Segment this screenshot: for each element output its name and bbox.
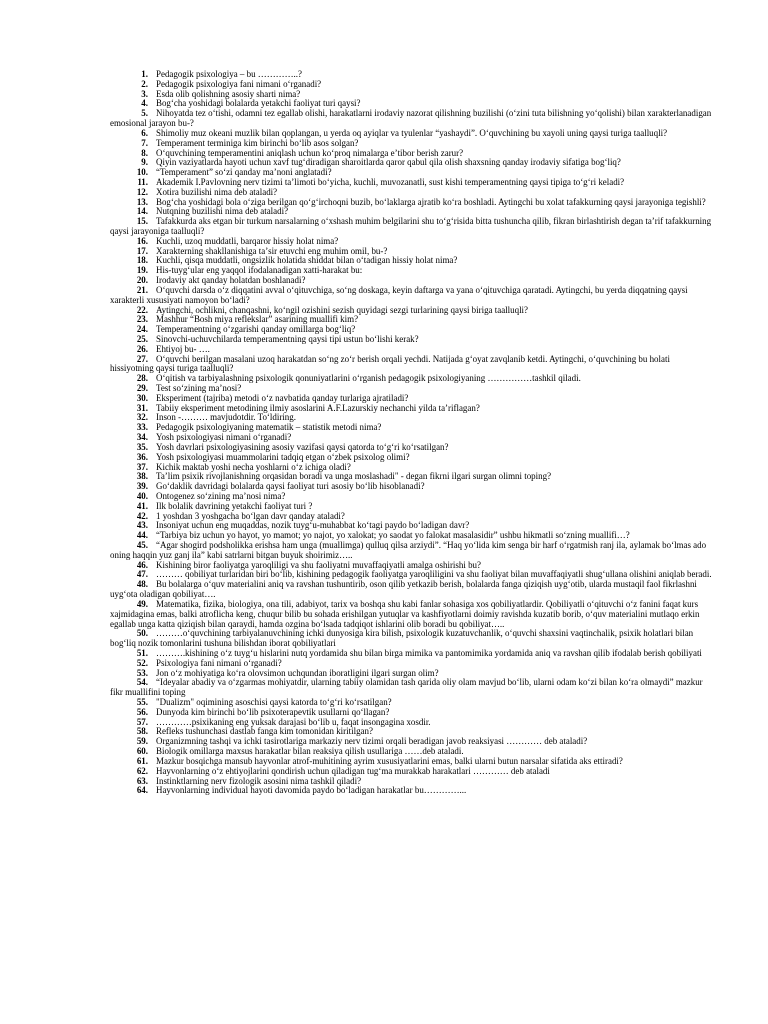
question-number: 8. xyxy=(141,147,148,158)
question-number: 53. xyxy=(136,667,148,678)
question-text: "Dualizm" oqimining asoschisi qaysi katorda toʻgʻri koʻrsatilgan? xyxy=(156,697,392,707)
question-text: Organizmning tashqi va ichki tasirotlariga markaziy nerv tizimi orqali beradigan javob reaksiyasi ………… deb ataladi? xyxy=(156,736,588,747)
question-text: Nutqning buzilishi nima deb ataladi? xyxy=(156,206,289,217)
question-number: 34. xyxy=(136,432,148,443)
question-number: 57. xyxy=(136,716,148,727)
question-number: 18. xyxy=(136,255,148,266)
question-text: Insoniyat uchun eng muqaddas, nozik tuygʻu-muhabbat koʻtagi paydo boʻladigan davr? xyxy=(156,520,470,531)
question-text: Nihoyatda tez oʻtishi, odamni tez egallab olishi, harakatlarni irodaviy nazorat qilishning buzilishi (oʻzini tuta bilishning yoʻqolishi) bilan xarakterlanadigan emosional jarayon bu-? xyxy=(110,108,712,129)
question-text: Temperament terminiga kim birinchi boʻlib asos solgan? xyxy=(156,137,359,148)
question-text: Oʻquvchi berilgan masalani uzoq harakatdan soʻng zoʻr berish orqali yechdi. Natijada gʻoyat zavqlanib ketdi. Aytingchi, oʻquvchining bu holati hissiyotning qaysi turiga taalluqli? xyxy=(110,353,670,374)
question-number: 41. xyxy=(136,500,148,511)
question-text: Xarakterning shakllanishiga taʼsir etuvchi eng muhim omil, bu-? xyxy=(156,245,388,256)
question-text: Jon oʻz mohiyatiga koʻra olovsimon uchqundan iboratligini ilgari surgan olim? xyxy=(156,667,439,678)
question-text: Refleks tushunchasi dastlab fanga kim tomonidan kiritilgan? xyxy=(156,726,373,737)
question-number: 47. xyxy=(136,569,148,580)
question-number: 20. xyxy=(136,275,148,286)
question-number: 31. xyxy=(136,402,148,413)
question-text: Qiyin vaziyatlarda hayoti uchun xavf tugʻdiradigan sharoitlarda qaror qabul qila olish shaxsning qanday irodaviy sifatiga bogʻliq? xyxy=(156,157,621,168)
question-number: 13. xyxy=(136,196,148,207)
question-number: 4. xyxy=(141,98,148,109)
question-number: 51. xyxy=(136,647,148,658)
question-number: 29. xyxy=(136,383,148,393)
question-number: 33. xyxy=(136,422,148,433)
question-text: Tafakkurda aks etgan bir turkum narsalarning oʻxshash muhim belgilarini shu toʻgʻrisida bitta tushuncha qilib, fikran birlashtirish degan taʼrif tafakkurning qaysi jarayoniga taalluqli? xyxy=(110,216,712,236)
question-text: Goʻdaklik davridagi bolalarda qaysi faoliyat turi asosiy boʻlib hisoblanadi? xyxy=(156,481,425,492)
question-number: 61. xyxy=(136,755,148,766)
question-number: 12. xyxy=(136,186,148,197)
question-text: Xotira buzilishi nima deb ataladi? xyxy=(156,186,278,197)
question-text: Ilk bolalik davrining yetakchi faoliyat turi ? xyxy=(156,500,313,511)
question-text: Ehtiyoj bu- …. xyxy=(156,343,210,354)
question-number: 25. xyxy=(136,333,148,344)
question-number: 21. xyxy=(136,284,148,295)
question-item xyxy=(110,217,714,237)
question-text: ……… qobiliyat turlaridan biri boʻlib, kishining pedagogik faoliyatga yaroqliligini va shu faoliyat bilan muvaffaqiyatli shugʻullana olishini aniqlab beradi. xyxy=(156,569,712,580)
question-number: 40. xyxy=(136,490,148,501)
question-text: Test soʻzining maʼnosi? xyxy=(156,383,242,393)
question-text: Oʻquvchining temperamentini aniqlash uchun koʻproq nimalarga eʼtibor berish zarur? xyxy=(156,147,464,158)
question-text: “Agar shogird podsholikka erishsa ham unga (muallimga) qulluq qilsa arziydi”. “Haq yoʻlida kim senga bir harf oʻrgatmish ranj ila, aylamak boʻlmas ado oning haqqin yuz ganj ila” kabi satrlarni bitgan buyuk shoirimiz….. xyxy=(110,540,707,560)
question-text: Biologik omillarga maxsus harakatlar bilan reaksiya qilish usullariga ……deb ataladi. xyxy=(156,746,464,757)
question-number: 58. xyxy=(136,726,148,737)
question-item xyxy=(110,286,714,306)
question-number: 2. xyxy=(141,78,148,89)
question-text: Hayvonlarning oʻz ehtiyojlarini qondirish uchun qiladigan tugʻma murakkab harakatlari ………… deb ataladi xyxy=(156,765,550,776)
question-text: Pedagogik psixologiya fani nimani oʻrganadi? xyxy=(156,78,322,89)
question-number: 3. xyxy=(141,88,148,99)
question-text: ……….kishining oʻz tuygʻu hislarini nutq yordamida shu bilan birga mimika va pantomimika yordamida aniq va ravshan qilib ifodalab berish qobiliyati xyxy=(156,647,702,658)
question-text: Bu bolalarga oʻquv materialini aniq va ravshan tushuntirib, oson qilib yetkazib berish, bolalarda fanga qiziqish uygʻotib, ularda mustaqil faol fikrlashni uygʻota oladigan qobiliyat…. xyxy=(110,579,697,600)
question-number: 37. xyxy=(136,461,148,472)
question-text: Kuchli, qisqa muddatli, ongsizlik holatida shiddat bilan oʻtadigan hissiy holat nima? xyxy=(156,255,458,266)
question-text: Temperamentning oʻzgarishi qanday omillarga bogʻliq? xyxy=(156,324,356,335)
question-number: 28. xyxy=(136,373,148,384)
question-item xyxy=(110,109,714,129)
question-number: 52. xyxy=(136,657,148,668)
question-text: Pedagogik psixologiyaning matematik – statistik metodi nima? xyxy=(156,422,382,433)
question-text: Tabiiy eksperiment metodining ilmiy asoslarini A.F.Lazurskiy nechanchi yilda taʼriflagan? xyxy=(156,402,480,413)
question-number: 16. xyxy=(136,235,148,246)
question-text: Psixologiya fani nimani oʻrganadi? xyxy=(156,657,282,668)
question-text: 1 yoshdan 3 yoshgacha boʻlgan davr qanday ataladi? xyxy=(156,510,345,521)
question-number: 10. xyxy=(136,167,148,178)
question-number: 17. xyxy=(136,245,148,256)
question-text: “Tarbiya biz uchun yo hayot, yo mamot; yo najot, yo xalokat; yo saodat yo falokat masalasidir” ushbu hikmatli soʻzning muallifi…? xyxy=(156,530,630,541)
question-text: Dunyoda kim birinchi boʻlib psixoterapevtik usullarni qoʻllagan? xyxy=(156,706,390,717)
question-number: 38. xyxy=(136,471,148,482)
question-number: 39. xyxy=(136,481,148,492)
question-number: 43. xyxy=(136,520,148,531)
question-number: 6. xyxy=(141,127,148,138)
question-number: 1. xyxy=(141,69,148,79)
question-text: Yosh psixologiyasi muammolarini tadqiq etgan oʻzbek psixolog olimi? xyxy=(156,451,410,462)
question-number: 22. xyxy=(136,304,148,315)
question-number: 35. xyxy=(136,441,148,452)
question-number: 62. xyxy=(136,765,148,776)
question-item xyxy=(110,600,714,629)
question-text: Pedagogik psixologiya – bu …………..? xyxy=(156,69,302,79)
question-text: Mashhur “Bosh miya reflekslar” asarining muallifi kim? xyxy=(156,314,359,325)
question-list xyxy=(110,70,714,796)
question-text: Matematika, fizika, biologiya, ona tili, adabiyot, tarix va boshqa shu kabi fanlar sohasiga xos qobiliyatlardir. Qobiliyatli oʻqituvchi oʻz fanini faqat kurs xajmidagina emas, balki atroflicha keng, chuqur bilib bu sohada erishilgan yutuqlar va kashfiyotlarni doimiy ravishda kuzatib borib, oʻquv materialini mutlaqo erkin egallab unga katta qiziqish bilan qaraydi, hamda ozgina boʻlsada tadqiqot ishlarini olib boradi bu qobiliyat….. xyxy=(110,598,700,629)
question-text: Yosh psixologiyasi nimani oʻrganadi? xyxy=(156,432,292,443)
question-text: “Temperament” soʻzi qanday maʼnoni anglatadi? xyxy=(156,167,332,178)
question-text: Bogʻcha yoshidagi bola oʻziga berilgan qoʻgʻirchoqni buzib, boʻlaklarga ajratib koʻra boshladi. Aytingchi bu xolat tafakkurning qaysi jarayoniga tegishli? xyxy=(156,196,706,207)
question-text: Mazkur bosqichga mansub hayvonlar atrof-muhitining ayrim xususiyatlarini emas, balki ularni butun narsalar sifatida aks ettiradi? xyxy=(156,755,623,766)
question-number: 45. xyxy=(136,540,148,550)
question-text: His-tuygʻular eng yaqqol ifodalanadigan xatti-harakat bu: xyxy=(156,265,363,276)
question-number: 44. xyxy=(136,530,148,541)
question-text: Kichik maktab yoshi necha yoshlarni oʻz ichiga oladi? xyxy=(156,461,351,472)
question-number: 26. xyxy=(136,343,148,354)
question-number: 23. xyxy=(136,314,148,325)
question-number: 64. xyxy=(136,785,148,796)
question-number: 60. xyxy=(136,746,148,757)
question-number: 56. xyxy=(136,706,148,717)
question-text: Irodaviy akt qanday holatdan boshlanadi? xyxy=(156,275,306,286)
question-text: ………oʻquvchining tarbiyalanuvchining ichki dunyosiga kira bilish, psixologik kuzatuvchanlik, oʻquvchi shaxsini vaqtinchalik, psixik holatlari bilan bogʻliq nozik tomonlarini tushuna bilishdan iborat qobiliyatlari xyxy=(110,628,694,649)
question-number: 19. xyxy=(136,265,148,276)
question-number: 9. xyxy=(141,157,148,168)
question-number: 11. xyxy=(137,176,148,187)
question-text: Taʼlim psixik rivojlanishning orqasidan boradi va unga moslashadi" - degan fikrni ilgari surgan olimni toping? xyxy=(156,471,552,482)
question-text: Sinovchi-uchuvchilarda temperamentning qaysi tipi ustun boʻlishi kerak? xyxy=(156,333,419,344)
question-number: 30. xyxy=(136,392,148,403)
question-text: Oʻquvchi darsda oʻz diqqatini avval oʻqituvchiga, soʻng doskaga, keyin daftarga va yana oʻqituvchiga qaratadi. Aytingchi, bu yerda diqqatning qaysi xarakterli xususiyati namoyon boʻladi? xyxy=(110,284,688,305)
question-number: 27. xyxy=(136,353,148,364)
question-text: Ontogenez soʻzining maʼnosi nima? xyxy=(156,490,286,501)
question-text: Yosh davrlari psixologiyasining asosiy vazifasi qaysi qatorda toʻgʻri koʻrsatilgan? xyxy=(156,441,449,452)
question-text: Instinktlarning nerv fizologik asosini nima tashkil qiladi? xyxy=(156,775,362,786)
question-number: 48. xyxy=(136,579,148,590)
question-number: 15. xyxy=(136,216,148,227)
question-item xyxy=(110,786,714,796)
question-text: Kishining biror faoliyatga yaroqliligi va shu faoliyatni muvaffaqiyatli amalga oshirishi bu? xyxy=(156,559,481,570)
question-item xyxy=(110,580,714,600)
question-number: 32. xyxy=(136,412,148,423)
question-text: Bogʻcha yoshidagi bolalarda yetakchi faoliyat turi qaysi? xyxy=(156,98,361,109)
question-text: Kuchli, uzoq muddatli, barqaror hissiy holat nima? xyxy=(156,235,339,246)
question-text: Shimoliy muz okeani muzlik bilan qoplangan, u yerda oq ayiqlar va tyulenlar “yashaydi”. Oʻquvchining bu xayoli uning qaysi turiga taalluqli? xyxy=(156,127,668,138)
question-number: 24. xyxy=(136,324,148,335)
question-number: 50. xyxy=(136,628,148,639)
question-item xyxy=(110,629,714,649)
question-number: 49. xyxy=(136,598,148,609)
question-number: 7. xyxy=(141,137,148,148)
question-number: 46. xyxy=(136,559,148,570)
question-number: 5. xyxy=(141,108,148,119)
question-number: 42. xyxy=(136,510,148,521)
question-number: 14. xyxy=(136,206,148,217)
question-text: Inson -……… mavjudotdir. Toʻldiring. xyxy=(156,412,296,423)
question-item xyxy=(110,355,714,375)
question-text: Esda olib qolishning asosiy sharti nima? xyxy=(156,88,301,99)
question-text: …………psixikaning eng yuksak darajasi boʻlib u, faqat insongagina xosdir. xyxy=(156,716,431,727)
question-text: Eksperiment (tajriba) metodi oʻz navbatida qanday turlariga ajratiladi? xyxy=(156,392,409,403)
question-number: 55. xyxy=(136,697,148,707)
question-number: 54. xyxy=(136,677,148,688)
question-text: Hayvonlarning individual hayoti davomida paydo boʻladigan harakatlar bu…………... xyxy=(156,785,467,796)
question-text: Akademik I.Pavlovning nerv tizimi taʼlimoti boʻyicha, kuchli, muvozanatli, sust kishi temperamentning qaysi tipiga toʻgʻri keladi? xyxy=(156,176,625,187)
question-number: 36. xyxy=(136,451,148,462)
question-number: 63. xyxy=(136,775,148,786)
question-text: “Ideyalar abadiy va oʻzgarmas mohiyatdir, ularning tabiiy olamidan tash qarida oliy olam mavjud boʻlib, ularni odam koʻzi bilan koʻra olmaydi” mazkur fikr muallifini toping xyxy=(110,677,703,698)
question-text: Oʻqitish va tarbiyalashning psixologik qonuniyatlarini oʻrganish pedagogik psixologiyaning ……………tashkil qiladi. xyxy=(156,373,581,384)
question-item xyxy=(110,678,714,698)
question-text: Aytingchi, ochlikni, chanqashni, koʻngil ozishini sezish quyidagi sezgi turlarining qaysi biriga taalluqli? xyxy=(156,304,528,315)
question-number: 59. xyxy=(136,736,148,747)
question-item xyxy=(110,541,714,561)
